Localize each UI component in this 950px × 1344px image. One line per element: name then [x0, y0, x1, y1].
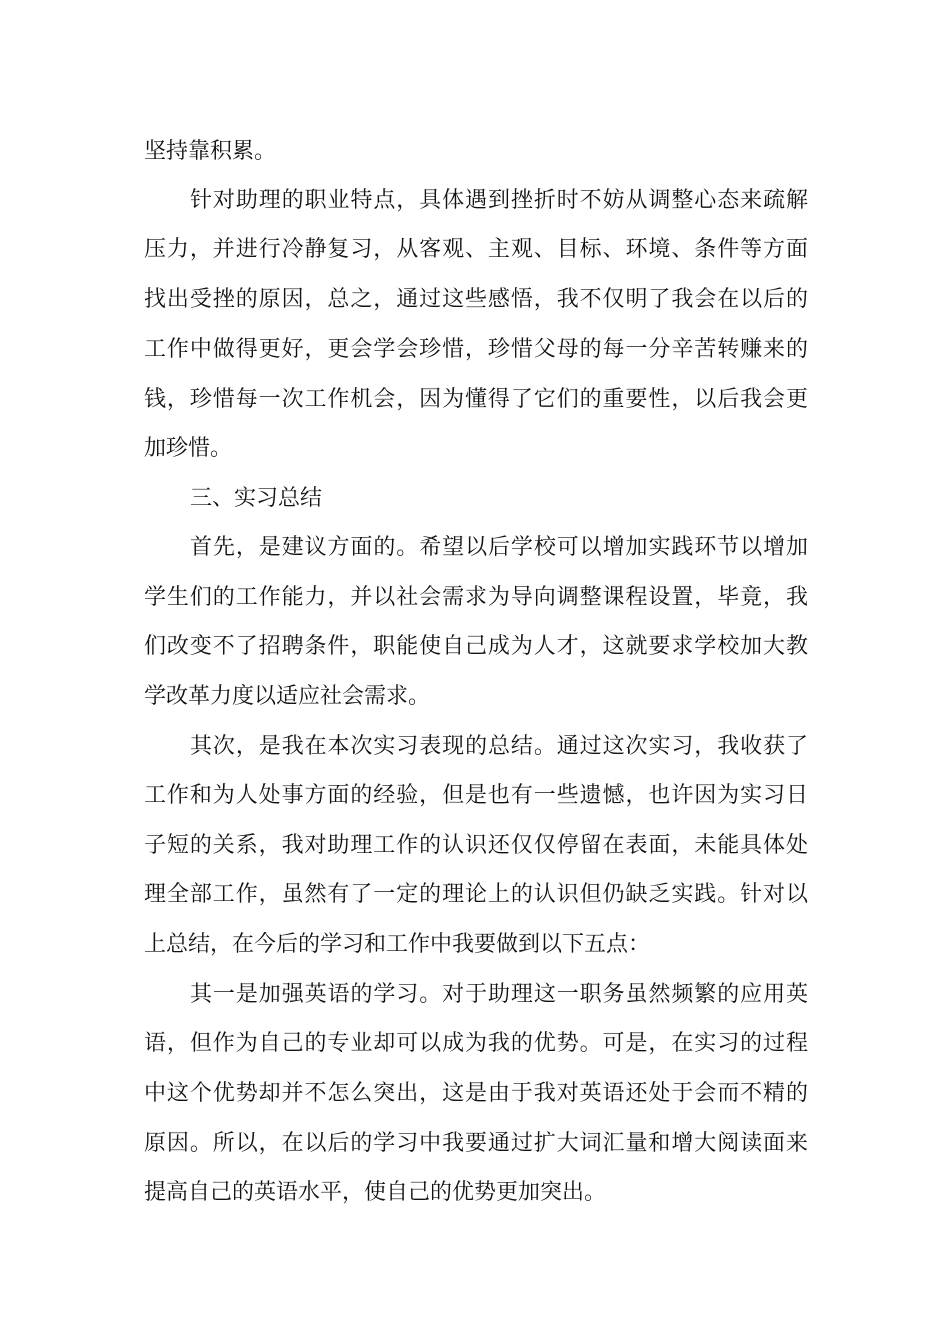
paragraph-line: 压力，并进行冷静复习，从客观、主观、目标、环境、条件等方面 [144, 237, 808, 262]
paragraph-line: 理全部工作，虽然有了一定的理论上的认识但仍缺乏实践。针对以 [144, 882, 808, 907]
paragraph-line: 们改变不了招聘条件，职能使自己成为人才，这就要求学校加大教 [144, 634, 808, 659]
paragraph-line: 上总结，在今后的学习和工作中我要做到以下五点： [144, 932, 651, 957]
paragraph-line: 提高自己的英语水平，使自己的优势更加突出。 [144, 1180, 607, 1205]
paragraph-line: 其一是加强英语的学习。对于助理这一职务虽然频繁的应用英 [190, 982, 808, 1007]
paragraph-line: 钱，珍惜每一次工作机会，因为懂得了它们的重要性，以后我会更 [144, 387, 808, 412]
paragraph-line: 学改革力度以适应社会需求。 [144, 684, 431, 709]
paragraph-line: 语，但作为自己的专业却可以成为我的优势。可是，在实习的过程 [144, 1031, 808, 1056]
paragraph-line: 加珍惜。 [144, 436, 233, 461]
paragraph-line: 工作中做得更好，更会学会珍惜，珍惜父母的每一分辛苦转赚来的 [144, 337, 808, 362]
paragraph-line: 其次，是我在本次实习表现的总结。通过这次实习，我收获了 [190, 734, 808, 759]
paragraph-line: 工作和为人处事方面的经验，但是也有一些遗憾，也许因为实习日 [144, 783, 808, 808]
paragraph-line: 原因。所以，在以后的学习中我要通过扩大词汇量和增大阅读面来 [144, 1131, 808, 1156]
paragraph-line: 中这个优势却并不怎么突出，这是由于我对英语还处于会而不精的 [144, 1081, 808, 1106]
paragraph-line: 学生们的工作能力，并以社会需求为导向调整课程设置，毕竟，我 [144, 585, 808, 610]
paragraph-line: 坚持靠积累。 [144, 139, 277, 164]
paragraph-line: 子短的关系，我对助理工作的认识还仅仅停留在表面，未能具体处 [144, 833, 808, 858]
section-heading: 三、实习总结 [190, 486, 323, 511]
paragraph-line: 首先，是建议方面的。希望以后学校可以增加实践环节以增加 [190, 535, 808, 560]
paragraph-line: 针对助理的职业特点，具体遇到挫折时不妨从调整心态来疏解 [190, 188, 808, 213]
paragraph-line: 找出受挫的原因，总之，通过这些感悟，我不仅明了我会在以后的 [144, 287, 808, 312]
